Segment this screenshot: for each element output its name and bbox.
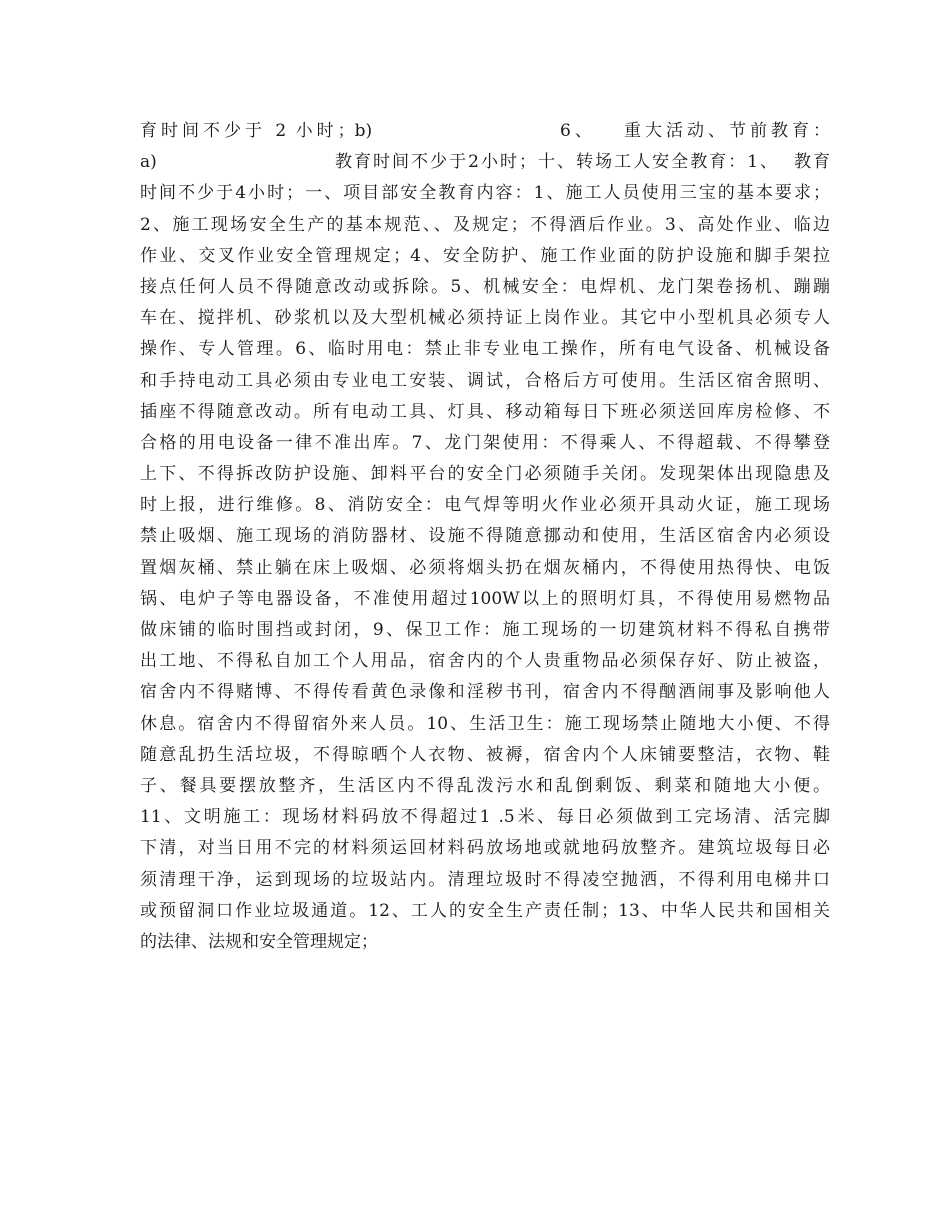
text-line: 2、施工现场安全生产的基本规范、、及规定；不得酒后作业。3、高处作业、临边	[140, 214, 830, 235]
text-line: 和手持电动工具必须由专业电工安装、调试，合格后方可使用。生活区宿舍照明、	[140, 370, 830, 391]
text-line: 育时间不少于 2 小时；b) 6、 重大活动、节前教育：	[140, 121, 830, 141]
text-line: 时间不少于4小时；一、项目部安全教育内容：1、施工人员使用三宝的基本要求；	[140, 183, 830, 204]
text-line: 操作、专人管理。6、临时用电：禁止非专业电工操作，所有电气设备、机械设备	[140, 339, 830, 360]
text-line: 上下、不得拆改防护设施、卸料平台的安全门必须随手关闭。发现架体出现隐患及	[140, 464, 830, 485]
text-line: 时上报，进行维修。8、消防安全：电气焊等明火作业必须开具动火证，施工现场	[140, 495, 830, 516]
text-line: 休息。宿舍内不得留宿外来人员。10、生活卫生：施工现场禁止随地大小便、不得	[140, 713, 830, 734]
text-line: 或预留洞口作业垃圾通道。12、工人的安全生产责任制；13、中华人民共和国相关	[140, 900, 830, 921]
text-line: 11、文明施工：现场材料码放不得超过1 .5米、每日必须做到工完场清、活完脚	[140, 807, 830, 828]
text-line: 锅、电炉子等电器设备，不准使用超过100W以上的照明灯具，不得使用易燃物品	[140, 588, 830, 609]
text-line: 须清理干净，运到现场的垃圾站内。清理垃圾时不得凌空抛洒，不得利用电梯井口	[140, 869, 830, 890]
text-line: 出工地、不得私自加工个人用品，宿舍内的个人贵重物品必须保存好、防止被盗，	[140, 651, 830, 672]
text-line: 车在、搅拌机、砂浆机以及大型机械必须持证上岗作业。其它中小型机具必须专人	[140, 308, 830, 329]
text-line: 置烟灰桶、禁止躺在床上吸烟、必须将烟头扔在烟灰桶内，不得使用热得快、电饭	[140, 557, 830, 578]
text-line: 宿舍内不得赌博、不得传看黄色录像和淫秽书刊，宿舍内不得酗酒闹事及影响他人	[140, 682, 830, 703]
text-line: a) 教育时间不少于2小时；十、转场工人安全教育：1、 教育	[140, 152, 830, 173]
text-line: 禁止吸烟、施工现场的消防器材、设施不得随意挪动和使用，生活区宿舍内必须设	[140, 526, 830, 547]
text-line: 做床铺的临时围挡或封闭，9、保卫工作：施工现场的一切建筑材料不得私自携带	[140, 620, 830, 640]
text-line: 下清，对当日用不完的材料须运回材料码放场地或就地码放整齐。建筑垃圾每日必	[140, 838, 830, 859]
text-line: 的法律、法规和安全管理规定；	[140, 931, 378, 952]
text-line: 插座不得随意改动。所有电动工具、灯具、移动箱每日下班必须送回库房检修、不	[140, 401, 830, 422]
text-line: 作业、交叉作业安全管理规定；4、安全防护、施工作业面的防护设施和脚手架拉	[140, 245, 830, 266]
text-line: 子、餐具要摆放整齐，生活区内不得乱泼污水和乱倒剩饭、剩菜和随地大小便。	[140, 775, 830, 796]
text-line: 接点任何人员不得随意改动或拆除。5、机械安全：电焊机、龙门架卷扬机、蹦蹦	[140, 276, 830, 297]
document-body-text	[140, 116, 830, 958]
text-line: 随意乱扔生活垃圾，不得晾晒个人衣物、被褥，宿舍内个人床铺要整洁，衣物、鞋	[140, 744, 830, 765]
text-line: 合格的用电设备一律不准出库。7、龙门架使用：不得乘人、不得超载、不得攀登	[140, 432, 830, 453]
